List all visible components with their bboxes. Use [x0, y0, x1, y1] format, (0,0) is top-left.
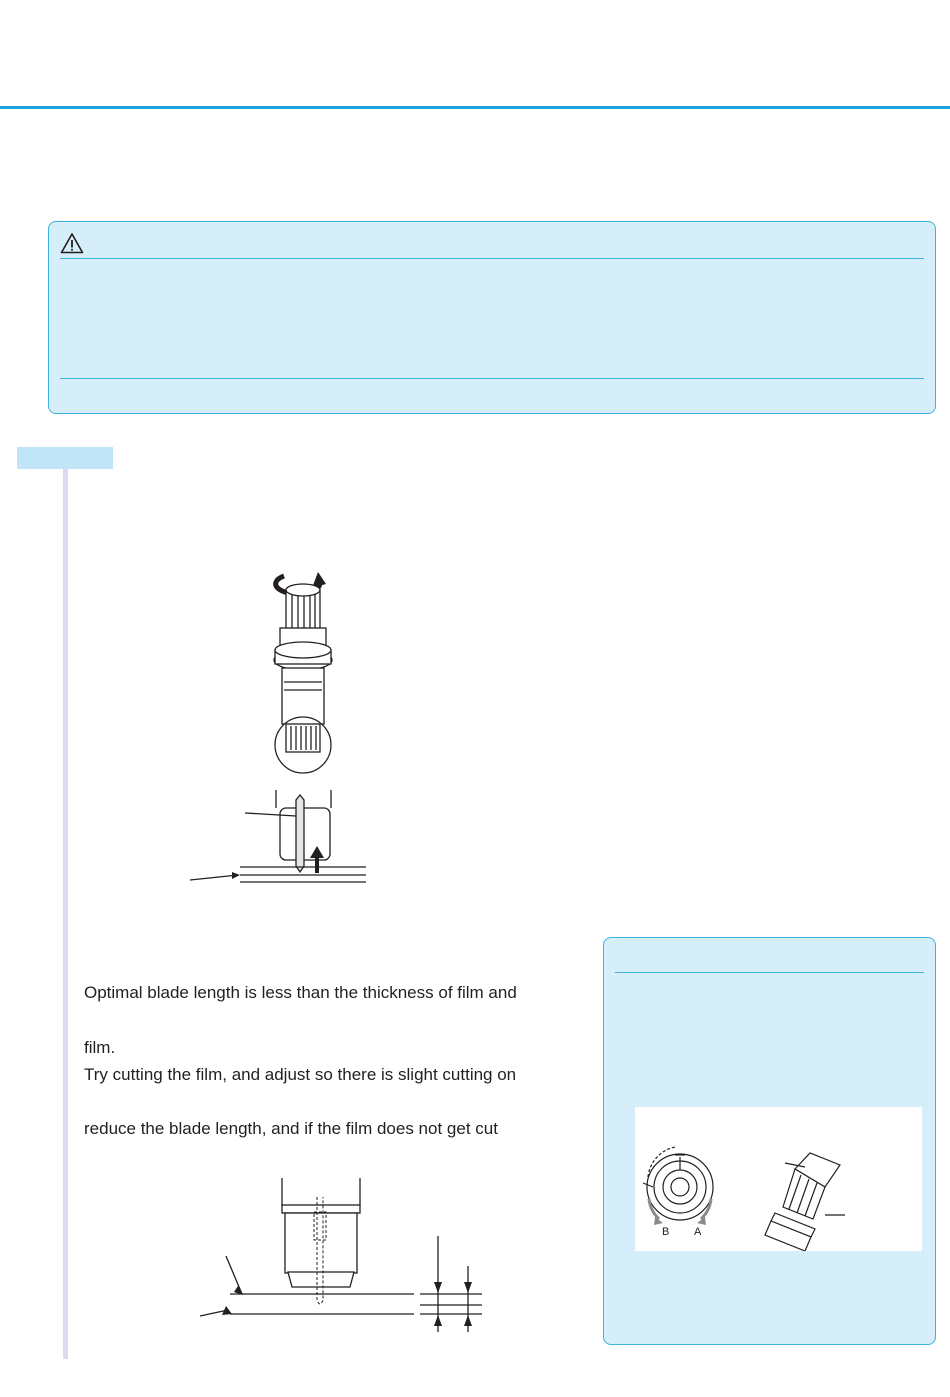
step-tab [17, 447, 113, 469]
blade-length-diagram [195, 1175, 490, 1335]
caution-header-rule [60, 258, 924, 259]
header-rule [0, 106, 950, 109]
body-text-line-3: Try cutting the film, and adjust so there is slight cutting on [84, 1065, 517, 1084]
note-header-rule [615, 972, 924, 973]
body-text-line-1: Optimal blade length is less than the thickness of film and [84, 983, 517, 1002]
note-illustration-panel [635, 1107, 922, 1251]
caution-footer-rule [60, 378, 924, 379]
warning-triangle-icon [60, 232, 84, 254]
step-bar [63, 469, 68, 1359]
body-text-line-2: film. [84, 1038, 116, 1057]
caution-box [48, 221, 936, 414]
body-text-line-4: reduce the blade length, and if the film does not get cut [84, 1119, 498, 1138]
blade-holder-illustration [180, 550, 380, 890]
knob-rotation-illustration [635, 1107, 922, 1251]
direction-a-label: A [694, 1226, 702, 1238]
note-box [603, 937, 936, 1345]
direction-b-label: B [662, 1226, 670, 1238]
